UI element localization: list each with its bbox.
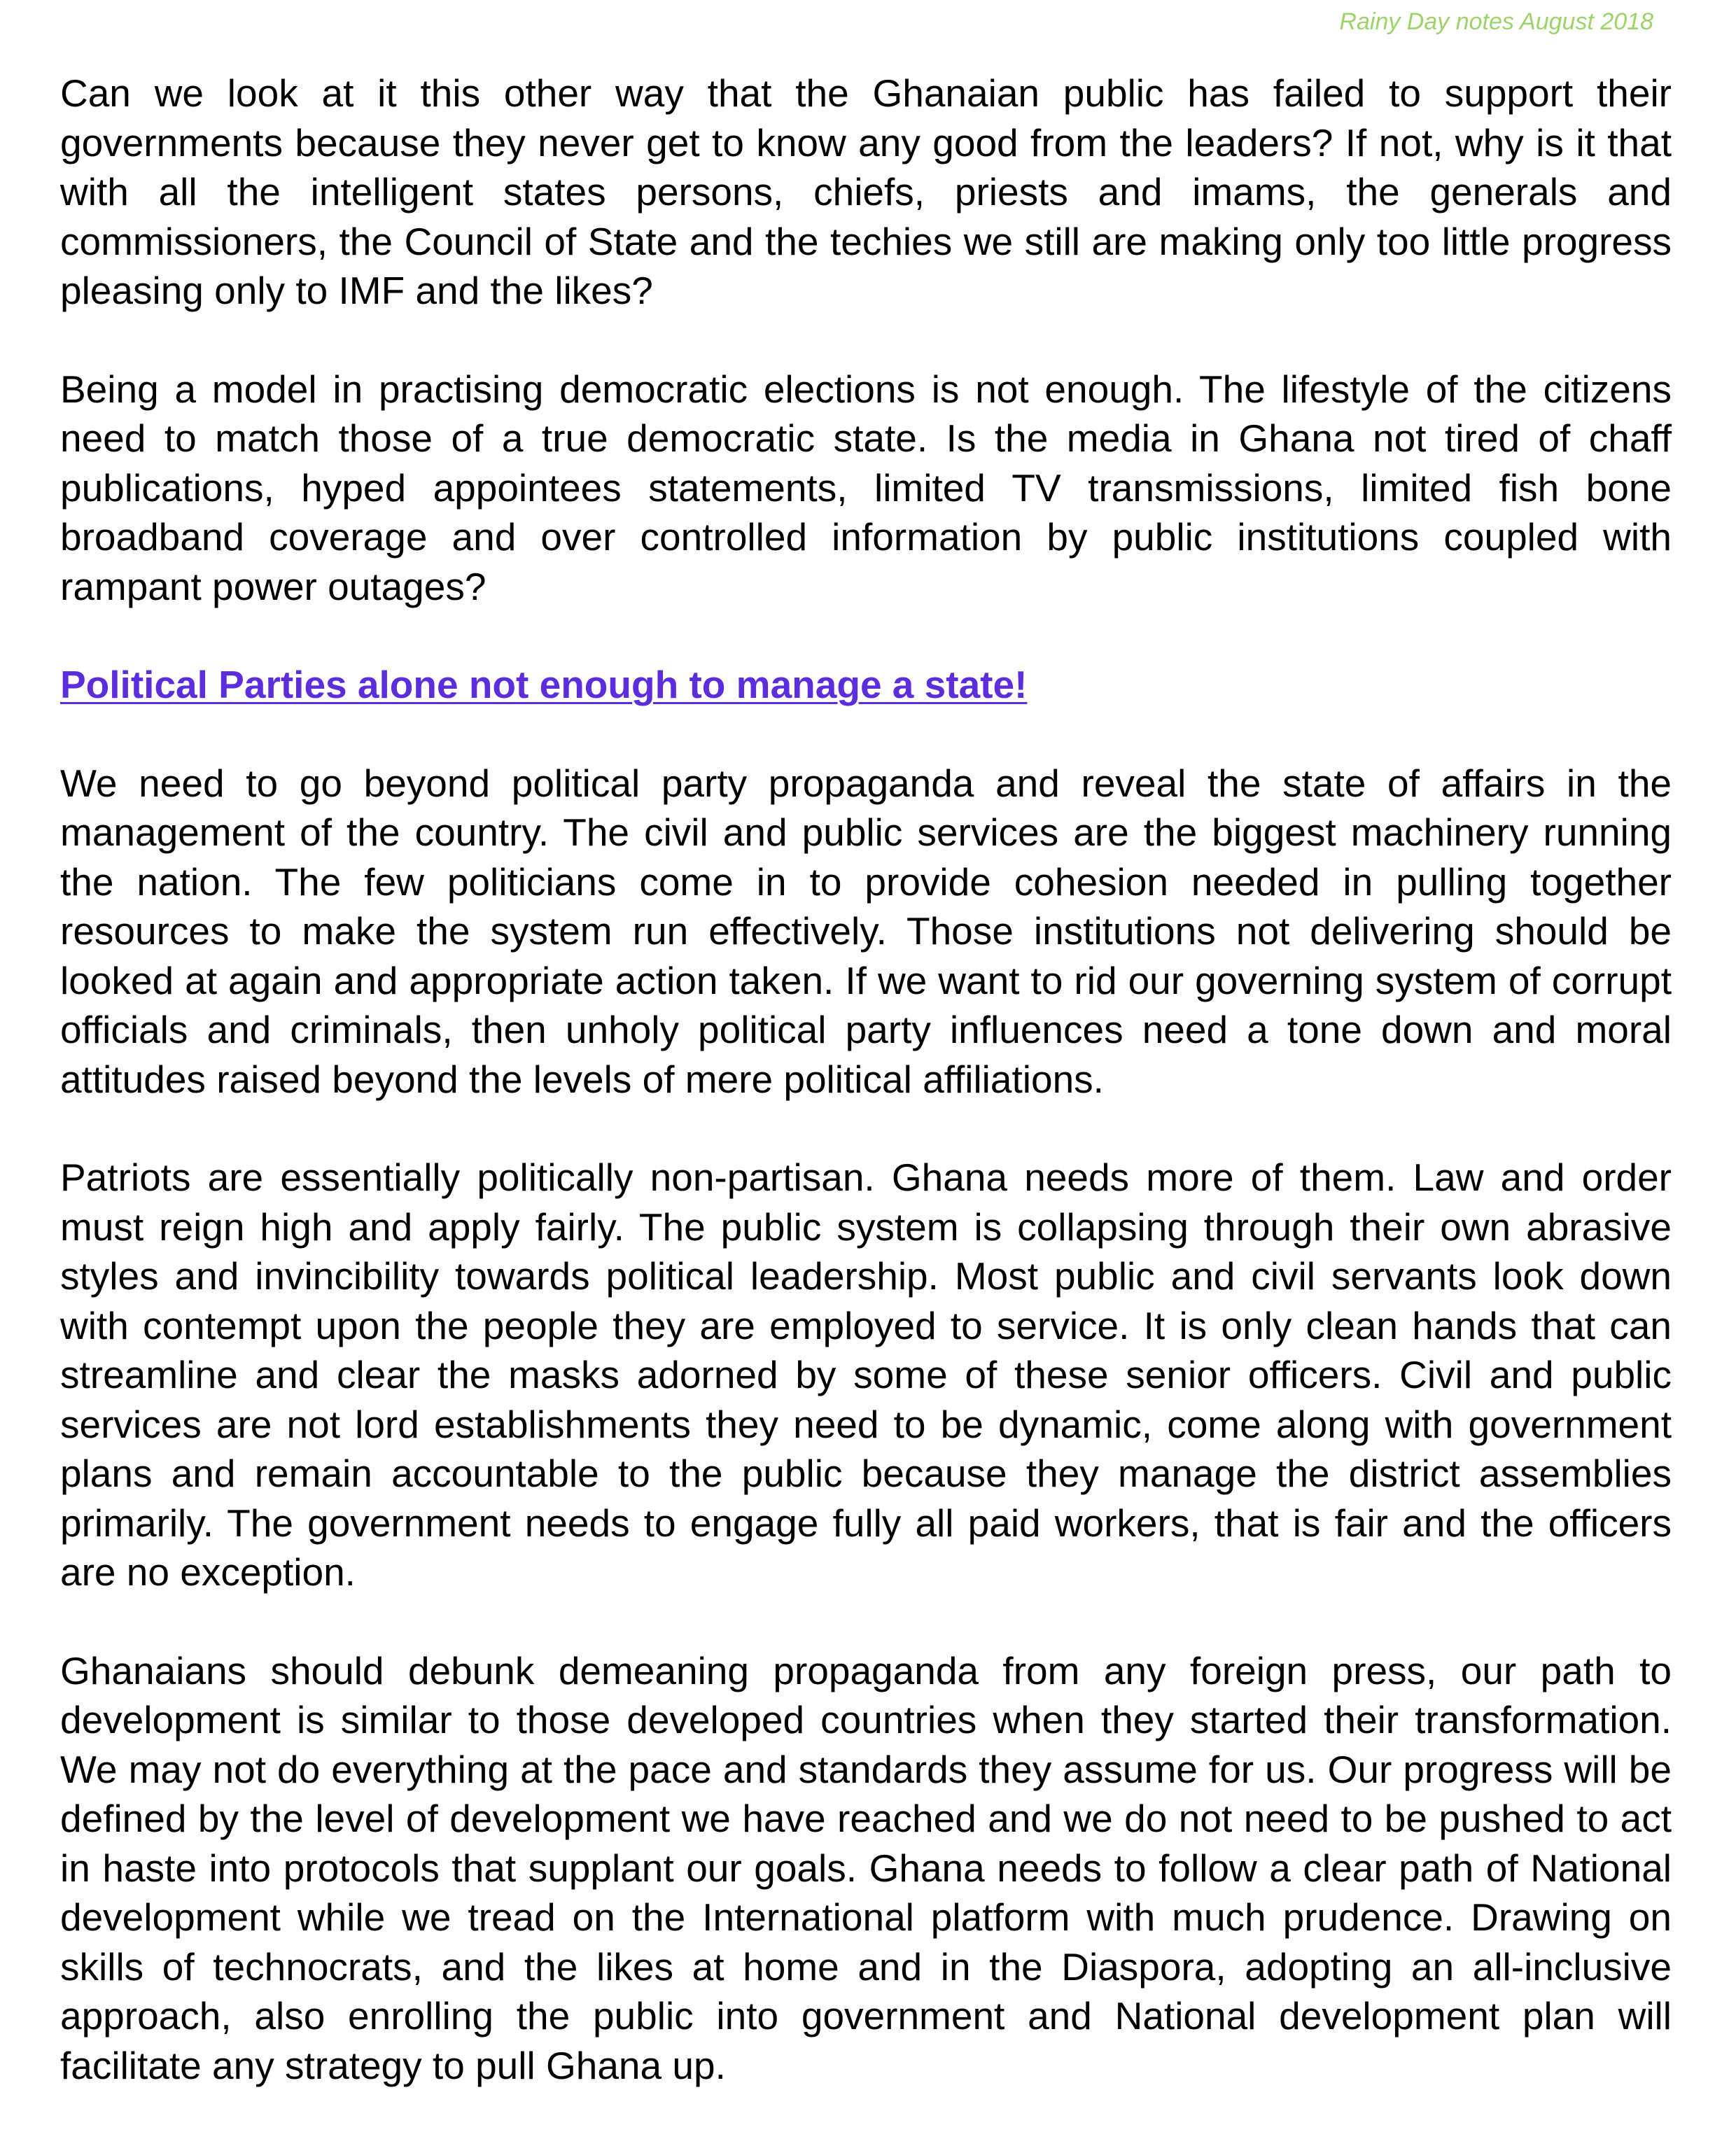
paragraph-1: Can we look at it this other way that the Ghanaian public has failed to support their governments because they never get to know any good from the leaders? If not, why is it that with all the intelligent states persons, chiefs, priests and imams, the generals and commissioners, the Council of State and the techies we still are making only too little progress pleasing only to IMF and the likes?	[60, 71, 1672, 312]
paragraph-5: Ghanaians should debunk demeaning propaganda from any foreign press, our path to development is similar to those developed countries when they started their transformation. We may not do everything at the pace and standards they assume for us. Our progress will be defined by the level of development we have reached and we do not need to be pushed to act in haste into protocols that supplant our goals. Ghana needs to follow a clear path of National development while we tread on the International platform with much prudence. Drawing on skills of technocrats, and the likes at home and in the Diaspora, adopting an all-inclusive approach, also enrolling the public into government and National development plan will facilitate any strategy to pull Ghana up.	[60, 1648, 1672, 2087]
paragraph-4: Patriots are essentially politically non-partisan. Ghana needs more of them. Law and order must reign high and apply fairly. The public system is collapsing through their own abrasive styles and invincibility towards political leadership. Most public and civil servants look down with contempt upon the people they are employed to service. It is only clean hands that can streamline and clear the masks adorned by some of these senior officers. Civil and public services are not lord establishments they need to be dynamic, come along with government plans and remain accountable to the public because they manage the district assemblies primarily. The government needs to engage fully all paid workers, that is fair and the officers are no exception.	[60, 1156, 1672, 1594]
paragraph-2: Being a model in practising democratic elections is not enough. The lifestyle of the citizens need to match those of a true democratic state. Is the media in Ghana not tired of chaff publications, hyped appointees statements, limited TV transmissions, limited fish bone broadband coverage and over controlled information by public institutions coupled with rampant power outages?	[60, 367, 1672, 608]
header-note: Rainy Day notes August 2018	[1339, 8, 1653, 35]
section-heading-link[interactable]: Political Parties alone not enough to manage a state!	[60, 663, 1028, 706]
paragraph-3: We need to go beyond political party propaganda and reveal the state of affairs in the management of the country. The civil and public services are the biggest machinery running the nation. The few politicians come in to provide cohesion needed in pulling together resources to make the system run effectively. Those institutions not delivering should be looked at again and appropriate action taken. If we want to rid our governing system of corrupt officials and criminals, then unholy political party influences need a tone down and moral attitudes raised beyond the levels of mere political affiliations.	[60, 761, 1672, 1101]
document-body	[60, 69, 1672, 2139]
